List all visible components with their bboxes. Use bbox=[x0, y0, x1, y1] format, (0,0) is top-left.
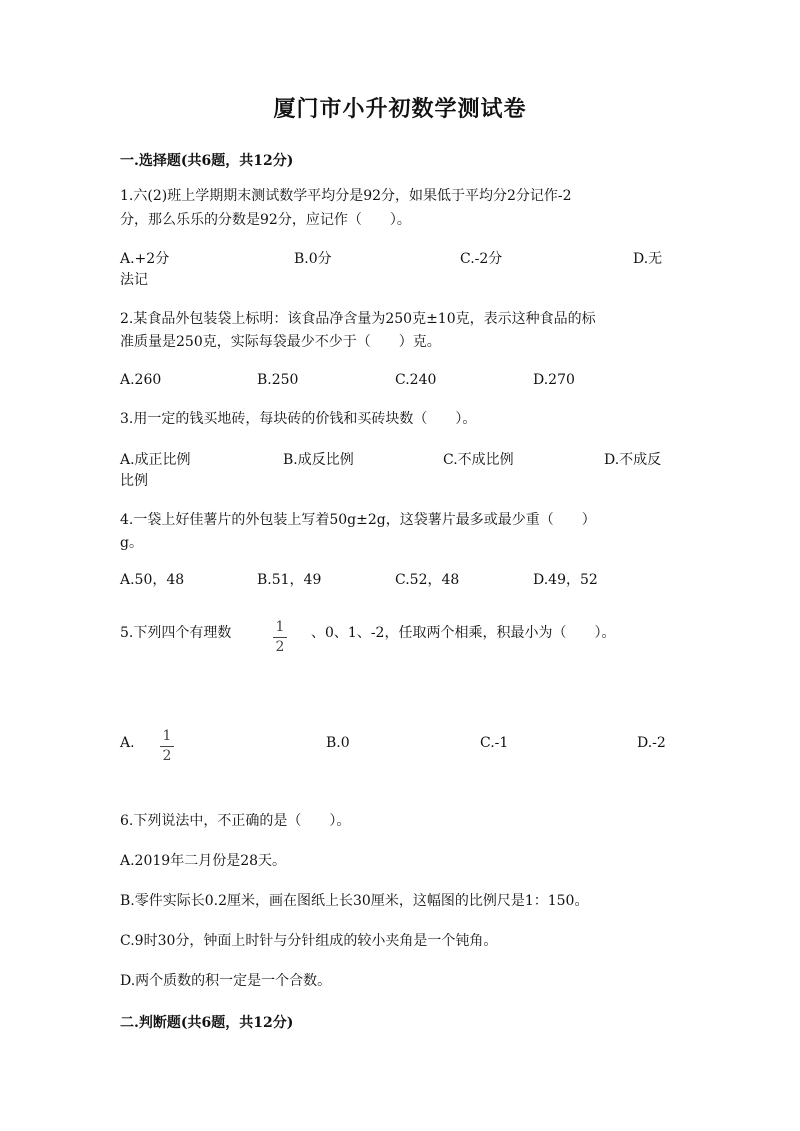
question-1-option-a: A.+2分 bbox=[120, 251, 170, 267]
page-title: 厦门市小升初数学测试卷 bbox=[273, 96, 527, 122]
fraction-bar bbox=[273, 637, 287, 638]
question-4-option-b: B.51，49 bbox=[257, 572, 322, 588]
question-5-fraction-denominator: 2 bbox=[275, 639, 285, 655]
question-1-option-d-cont: 法记 bbox=[120, 272, 148, 288]
question-5-option-d: D.-2 bbox=[637, 735, 666, 751]
question-5-suffix: 、0、1、-2，任取两个相乘，积最小为（ ）。 bbox=[311, 625, 616, 641]
question-4-option-c: C.52，48 bbox=[395, 572, 460, 588]
question-3-option-c: C.不成比例 bbox=[443, 452, 514, 468]
question-4-line-2: g。 bbox=[120, 535, 143, 551]
question-2-option-b: B.250 bbox=[257, 372, 299, 388]
question-1-option-c: C.-2分 bbox=[460, 251, 503, 267]
question-2-option-d: D.270 bbox=[533, 372, 575, 388]
question-4-option-d: D.49，52 bbox=[533, 572, 598, 588]
question-5-fraction bbox=[273, 620, 287, 655]
question-2-line-1: 2.某食品外包装袋上标明：该食品净含量为250克±10克，表示这种食品的标 bbox=[120, 311, 596, 327]
question-4-line-1: 4.一袋上好佳薯片的外包装上写着50g±2g，这袋薯片最多或最少重（ ） bbox=[120, 512, 596, 528]
question-5-option-c: C.-1 bbox=[480, 735, 509, 751]
fraction-bar bbox=[160, 746, 174, 747]
question-2-line-2: 准质量是250克，实际每袋最少不少于（ ）克。 bbox=[120, 334, 441, 350]
question-6-option-c: C.9时30分，钟面上时针与分针组成的较小夹角是一个钝角。 bbox=[120, 933, 498, 949]
question-2-option-a: A.260 bbox=[120, 372, 162, 388]
question-5-option-a-fraction bbox=[160, 729, 174, 764]
question-3-option-a: A.成正比例 bbox=[120, 452, 191, 468]
question-1-line-2: 分，那么乐乐的分数是92分，应记作（ ）。 bbox=[120, 212, 411, 228]
question-5-option-b: B.0 bbox=[326, 735, 350, 751]
question-4-option-a: A.50，48 bbox=[120, 572, 185, 588]
question-3-option-d-cont: 比例 bbox=[120, 473, 148, 489]
question-5-option-a-numerator: 1 bbox=[162, 728, 172, 744]
question-6-option-d: D.两个质数的积一定是一个合数。 bbox=[120, 973, 332, 989]
question-3-option-b: B.成反比例 bbox=[283, 452, 354, 468]
question-5-fraction-numerator: 1 bbox=[275, 619, 285, 635]
question-6-option-a: A.2019年二月份是28天。 bbox=[120, 853, 287, 869]
question-5-option-a-denominator: 2 bbox=[162, 748, 172, 764]
section-heading-choice: 一.选择题(共6题，共12分) bbox=[120, 153, 294, 169]
question-3-option-d: D.不成反 bbox=[604, 452, 662, 468]
question-2-option-c: C.240 bbox=[395, 372, 437, 388]
question-3-line-1: 3.用一定的钱买地砖，每块砖的价钱和买砖块数（ ）。 bbox=[120, 411, 477, 427]
question-1-option-b: B.0分 bbox=[294, 251, 332, 267]
question-6-line-1: 6.下列说法中，不正确的是（ ）。 bbox=[120, 813, 351, 829]
question-5-prefix: 5.下列四个有理数 bbox=[120, 625, 232, 641]
question-1-line-1: 1.六(2)班上学期期末测试数学平均分是92分，如果低于平均分2分记作-2 bbox=[120, 188, 572, 204]
question-5-option-a: A. bbox=[120, 735, 135, 751]
question-1-option-d: D.无 bbox=[633, 251, 663, 267]
question-6-option-b: B.零件实际长0.2厘米，画在图纸上长30厘米，这幅图的比例尺是1：150。 bbox=[120, 893, 589, 909]
section-heading-true-false: 二.判断题(共6题，共12分) bbox=[120, 1015, 294, 1031]
